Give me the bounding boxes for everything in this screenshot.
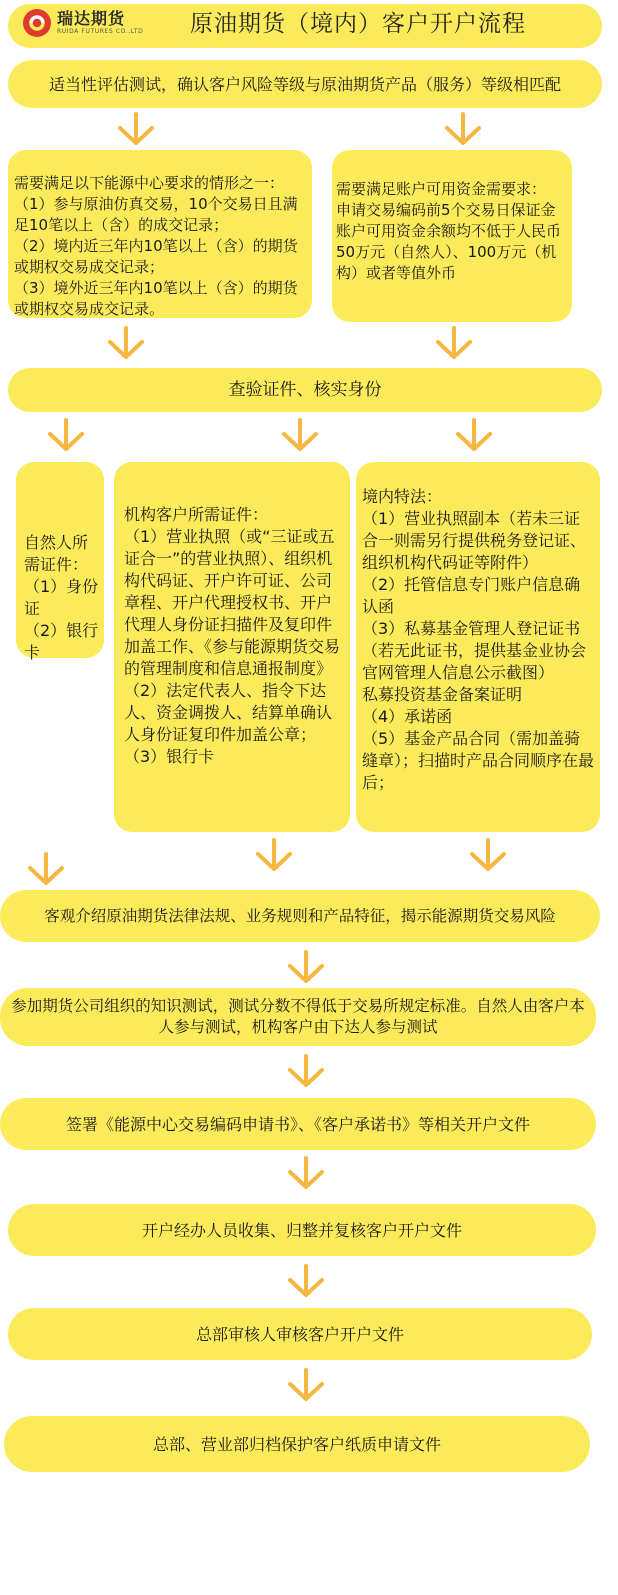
logo (22, 8, 143, 38)
down-arrow-icon (466, 838, 510, 872)
step-suitability-text: 适当性评估测试，确认客户风险等级与原油期货产品（服务）等级相匹配 (48, 74, 561, 94)
page-title: 原油期货（境内）客户开户流程 (190, 11, 526, 37)
down-arrow-icon (284, 950, 328, 984)
condition-funds-text: 需要满足账户可用资金需要求： 申请交易编码前5个交易日保证金账户可用资金余额均不低于人民币50万元（自然人）、100万元（机构）或者等值外币 (336, 180, 562, 282)
down-arrow-icon (104, 326, 148, 360)
step-hq-review (8, 1308, 592, 1360)
step-collect-docs (8, 1204, 596, 1256)
step-sign-docs (0, 1098, 596, 1150)
step-collect-docs-text: 开户经办人员收集、归整并复核客户开户文件 (141, 1220, 462, 1240)
docs-special (356, 462, 600, 832)
step-sign-docs-text: 签署《能源中心交易编码申请书》、《客户承诺书》等相关开户文件 (65, 1114, 530, 1134)
down-arrow-icon (284, 1156, 328, 1190)
down-arrow-icon (284, 1054, 328, 1088)
condition-experience-text: 需要满足以下能源中心要求的情形之一： （1）参与原油仿真交易，10个交易日且满足10笔以上（含）的成交记录； （2）境内近三年内10笔以上（含）的期货或期权交易成交记录； （3）境外近三年内10笔以上（含）的期货或期权交易成交记录。 (14, 174, 298, 318)
docs-individual-text: 自然人所需证件： （1）身份证 （2）银行卡 (24, 533, 99, 662)
down-arrow-icon (452, 418, 496, 452)
condition-experience (8, 150, 312, 318)
docs-special-text: 境内特法： （1）营业执照副本（若未三证合一则需另行提供税务登记证、组织机构代码证等附件） （2）托管信息专门账户信息确认函 （3）私募基金管理人登记证书（若无此证书，提供基金业协会官网管理人信息公示截图） 私募投资基金备案证明 （4）承诺函 （5）基金产品合同（需加盖骑缝章）；扫描时产品合同顺序在最后； (362, 487, 595, 792)
logo-name-en: RUIDA FUTURES CO.,LTD (57, 28, 144, 35)
docs-institution (114, 462, 350, 832)
step-archive (4, 1416, 590, 1472)
down-arrow-icon (24, 852, 68, 886)
step-archive-text: 总部、营业部归档保护客户纸质申请文件 (152, 1434, 441, 1454)
step-hq-review-text: 总部审核人审核客户开户文件 (195, 1324, 404, 1344)
down-arrow-icon (278, 418, 322, 452)
down-arrow-icon (114, 112, 158, 146)
logo-name-cn: 瑞达期货 (57, 9, 126, 28)
step-suitability (8, 60, 602, 108)
step-verify-id (8, 368, 602, 412)
step-risk-disclosure (0, 890, 600, 942)
down-arrow-icon (432, 326, 476, 360)
down-arrow-icon (441, 112, 485, 146)
down-arrow-icon (284, 1368, 328, 1402)
condition-funds (332, 150, 572, 322)
down-arrow-icon (252, 838, 296, 872)
ruida-logo-icon (22, 8, 52, 38)
docs-institution-text: 机构客户所需证件： （1）营业执照（或“三证或五证合一”的营业执照）、组织机构代码证、开户许可证、公司章程、开户代理授权书、开户代理人身份证扫描件及复印件加盖工作、《参与能源期货交易的管理制度和信息通报制度》 （2）法定代表人、指令下达人、资金调拨人、结算单确认人身份证复印件加盖公章； （3）银行卡 (124, 505, 341, 766)
step-knowledge-test (0, 988, 596, 1046)
docs-individual (16, 462, 104, 662)
step-verify-id-text: 查验证件、核实身份 (228, 379, 382, 400)
step-knowledge-test-text: 参加期货公司组织的知识测试，测试分数不得低于交易所规定标准。自然人由客户本人参与测试，机构客户由下达人参与测试 (11, 997, 585, 1036)
down-arrow-icon (44, 418, 88, 452)
step-risk-disclosure-text: 客观介绍原油期货法律法规、业务规则和产品特征，揭示能源期货交易风险 (44, 906, 556, 925)
down-arrow-icon (284, 1264, 328, 1298)
